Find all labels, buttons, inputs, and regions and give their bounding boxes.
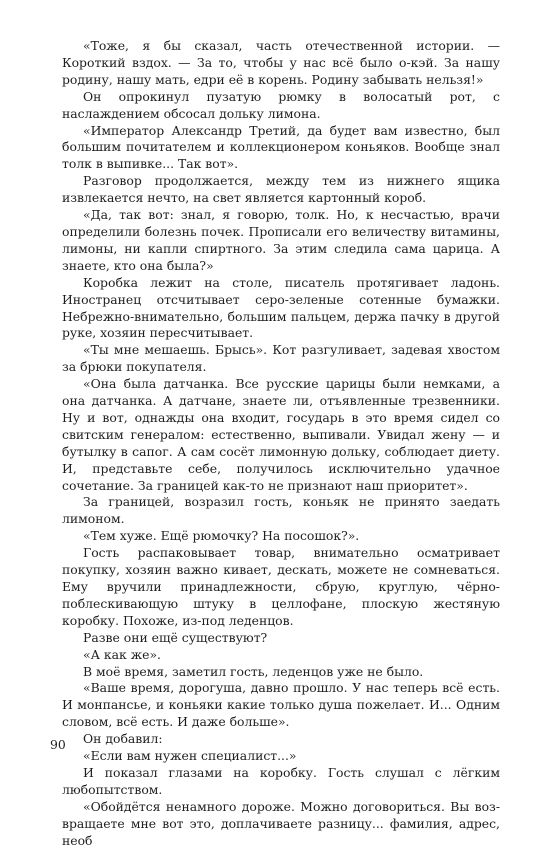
paragraph: За границей, возразил гость, коньяк не принято заедать лимоном. bbox=[62, 494, 500, 527]
paragraph: «А как же». bbox=[83, 646, 161, 662]
page-number: 90 bbox=[50, 737, 66, 752]
paragraph: «Император Александр Третий, да будет вам известно, был большим почитателем и коллекционером коньяков. Вообще знал толк в выпивке... Так вот». bbox=[62, 122, 500, 172]
paragraph: Он опрокинул пузатую рюмку в волосатый рот, с наслаждением обсосал дольку лимона. bbox=[62, 88, 500, 121]
body-text bbox=[62, 38, 500, 850]
paragraph: «Тоже, я бы сказал, часть отечественной истории. — Короткий вздох. — За то, чтобы у нас всё было о-кэй. За нашу родину, нашу мать, едри её в корень. Родину забывать нельзя!» bbox=[62, 38, 500, 87]
paragraph: И показал глазами на коробку. Гость слушал с лёгким любопытством. bbox=[62, 764, 500, 797]
paragraph: «Ваше время, дорогуша, давно прошло. У нас теперь всё есть. И монпансье, и коньяки какие только душа пожелает. И... Одним словом, всё есть. И даже больше». bbox=[62, 680, 500, 730]
paragraph: Коробка лежит на столе, писатель протягивает ладонь. Иностранец отсчитывает серо-зеленые сотенные бумажки. Небрежно-внимательно, большим пальцем, держа пачку в другой руке, хозяин пересчитывает. bbox=[62, 274, 500, 341]
paragraph: «Тем хуже. Ещё рюмочку? На посошок?». bbox=[83, 528, 360, 544]
paragraph: В моё время, заметил гость, леденцов уже не было. bbox=[83, 663, 424, 679]
paragraph: «Да, так вот: знал, я говорю, толк. Но, к несчастью, врачи определили болезнь почек. Прописали его величеству витамины, лимоны, ни капли спиртного. За этим следила сама царица. А знаете, кто она была?» bbox=[62, 207, 500, 273]
paragraph: «Обойдётся ненамного дороже. Можно договориться. Вы возвращаете мне вот это, доплачиваете разницу... фамилия, адрес, необ bbox=[62, 798, 500, 848]
paragraph: Гость распаковывает товар, внимательно осматривает покупку, хозяин важно кивает, дескать, можете не сомневаться. Ему вручили принадлежности, сбрую, круглую, чёрно-поблескивающую штуку в целлофане, плоскую жестяную коробку. Похоже, из-под леденцов. bbox=[62, 545, 500, 628]
paragraph: «Ты мне мешаешь. Брысь». Кот разгуливает, задевая хвостом за брюки покупателя. bbox=[62, 342, 500, 375]
paragraph: «Если вам нужен специалист...» bbox=[83, 748, 297, 764]
paragraph: Он добавил: bbox=[83, 731, 163, 747]
paragraph: «Она была датчанка. Все русские царицы были немками, а она датчанка. А датчане, знаете ли, отъявленные трезвенники. Ну и вот, однажды она входит, государь в это время сидел со свитским генералом: естественно, выпивали. Увидал жену — и бутылку в сапог. А сам сосёт лимонную дольку, соблюдает диету. И, представьте себе, получилось исключительно удачное сочетание. За границей как-то не признают наш приоритет». bbox=[62, 376, 500, 493]
paragraph: Разговор продолжается, между тем из нижнего ящика извлекается нечто, на свет является картонный короб. bbox=[62, 173, 500, 206]
paragraph: Разве они ещё существуют? bbox=[83, 629, 268, 645]
